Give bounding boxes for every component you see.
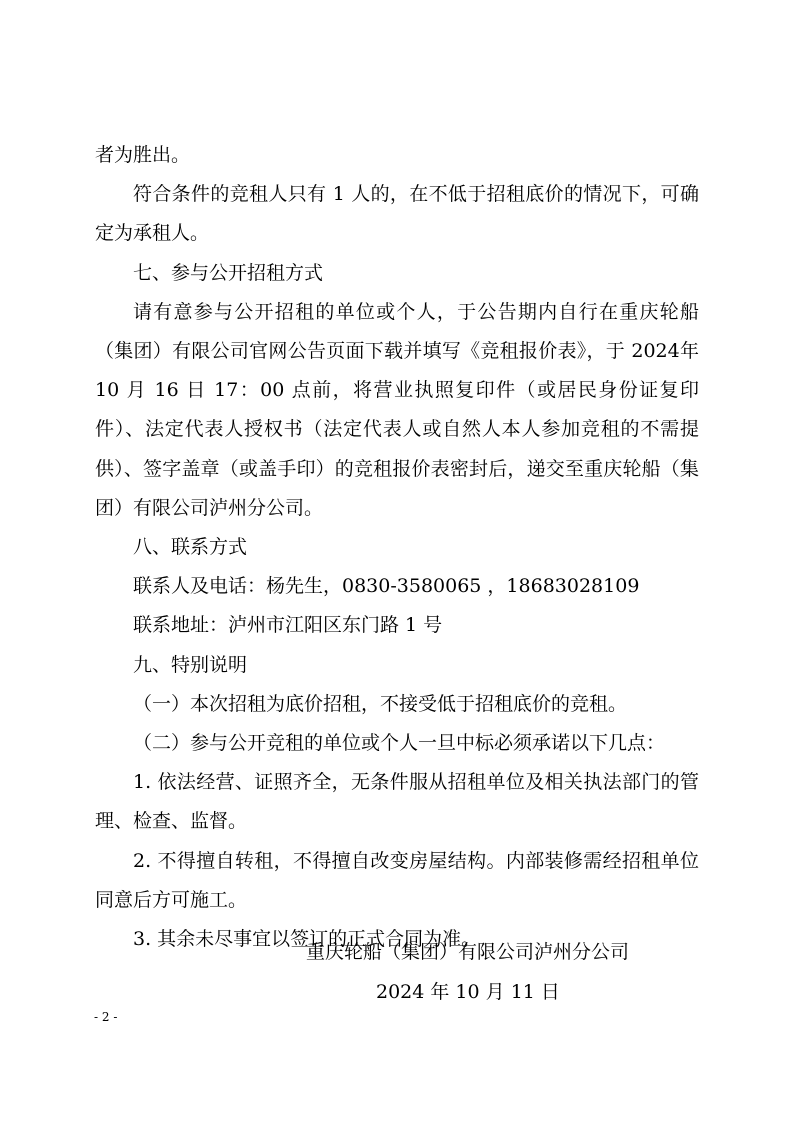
paragraph-participation-method: 请有意参与公开招租的单位或个人，于公告期内自行在重庆轮船（集团）有限公司官网公告页面下载并填写《竞租报价表》，于 2024年 10 月 16 日 17：00 点前，将营业执照复印件（或居民身份证复印件）、法定代表人授权书（法定代表人或自然人本人参加竞租的不需提供）、签字盖章（或盖手印）的竞租报价表密封后，递交至重庆轮船（集团）有限公司泸州分公司。 bbox=[95, 300, 699, 519]
section-heading-7: 七、参与公开招租方式 bbox=[133, 261, 324, 284]
commitment-item-2: 2. 不得擅自转租，不得擅自改变房屋结构。内部装修需经招租单位同意后方可施工。 bbox=[95, 849, 699, 911]
section-heading-8: 八、联系方式 bbox=[133, 536, 248, 559]
special-note-1: （一）本次招租为底价招租，不接受低于招租底价的竞租。 bbox=[133, 692, 628, 715]
contact-address: 联系地址：泸州市江阳区东门路 1 号 bbox=[133, 614, 443, 637]
signature-block bbox=[300, 932, 660, 1012]
paragraph-single-bidder: 符合条件的竞租人只有 1 人的，在不低于招租底价的情况下，可确定为承租人。 bbox=[95, 183, 699, 245]
section-heading-9: 九、特别说明 bbox=[133, 653, 248, 676]
contact-phone: 联系人及电话：杨先生，0830-3580065 ，18683028109 bbox=[133, 575, 640, 598]
document-body bbox=[95, 136, 699, 959]
signature-date: 2024 年 10 月 11 日 bbox=[376, 981, 560, 1003]
commitment-item-3: 3. 其余未尽事宜以签订的正式合同为准。 bbox=[133, 928, 481, 951]
commitment-item-1: 1. 依法经营、证照齐全，无条件服从招租单位及相关执法部门的管理、检查、监督。 bbox=[95, 771, 699, 833]
special-note-2: （二）参与公开竞租的单位或个人一旦中标必须承诺以下几点： bbox=[133, 732, 666, 755]
page-number: - 2 - bbox=[94, 1010, 118, 1024]
signature-organization: 重庆轮船（集团）有限公司泸州分公司 bbox=[306, 941, 630, 963]
paragraph-winner-continuation: 者为胜出。 bbox=[95, 144, 191, 166]
